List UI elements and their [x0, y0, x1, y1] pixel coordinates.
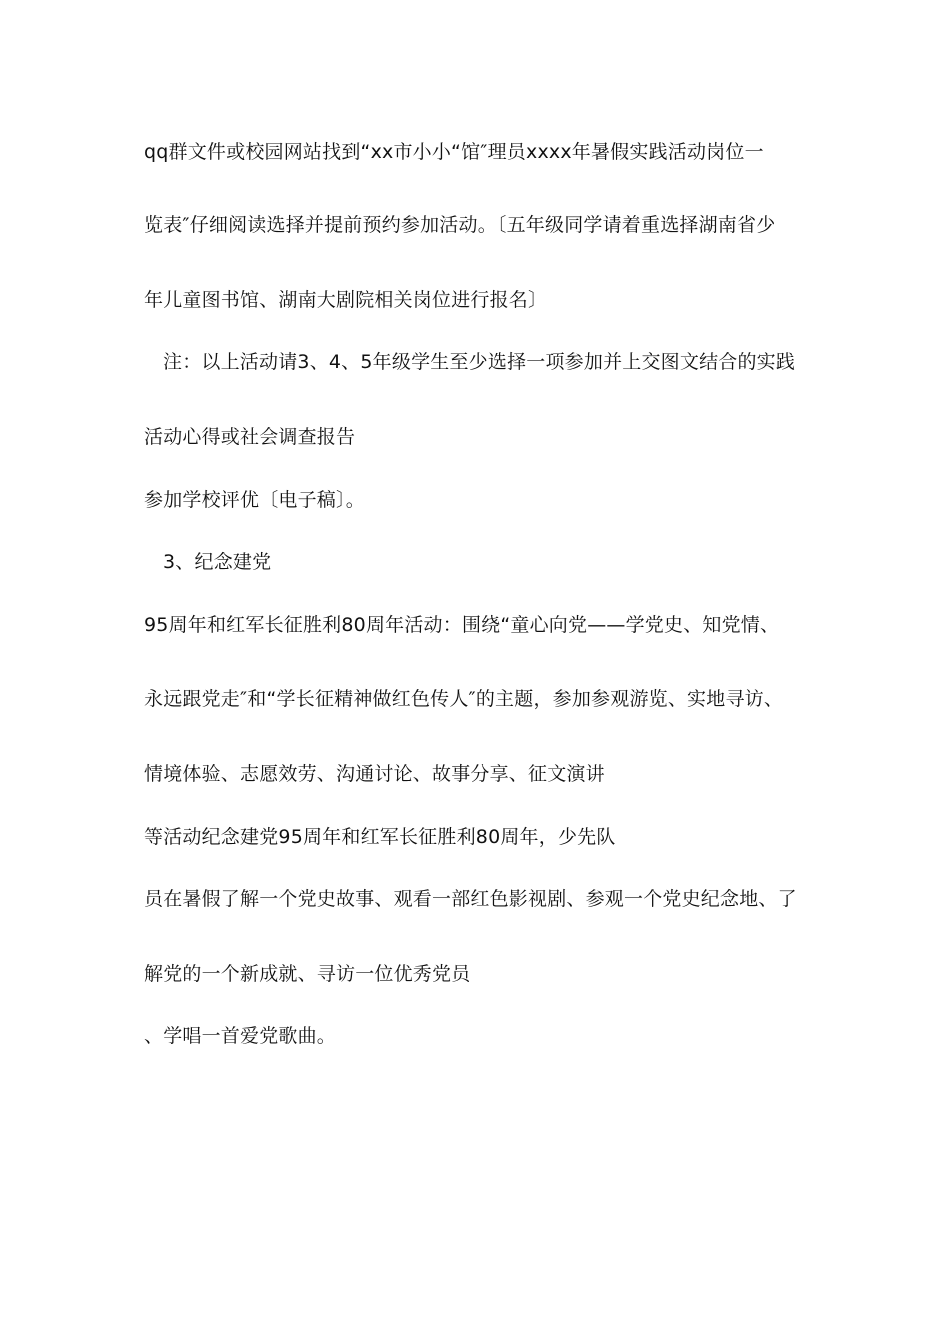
text-line-2: 览表″仔细阅读选择并提前预约参加活动。〔五年级同学请着重选择湖南省少	[144, 214, 776, 236]
text-line-11: 等活动纪念建党95周年和红军长征胜利80周年，少先队	[144, 826, 616, 848]
text-line-8: 95周年和红军长征胜利80周年活动：围绕“童心向党——学党史、知党情、	[144, 614, 780, 636]
text-line-14: 、学唱一首爱党歌曲。	[144, 1025, 337, 1047]
text-line-10: 情境体验、志愿效劳、沟通讨论、故事分享、征文演讲	[144, 763, 605, 785]
text-line-5: 活动心得或社会调查报告	[144, 426, 356, 448]
text-line-1: qq群文件或校园网站找到“xx市小小“馆″理员xxxx年暑假实践活动岗位一	[144, 141, 764, 163]
text-line-6: 参加学校评优〔电子稿〕。	[144, 489, 365, 511]
text-line-12: 员在暑假了解一个党史故事、观看一部红色影视剧、参观一个党史纪念地、了	[144, 888, 797, 910]
section-heading: 3、纪念建党	[163, 551, 272, 573]
text-line-4: 注：以上活动请3、4、5年级学生至少选择一项参加并上交图文结合的实践	[163, 351, 796, 373]
text-line-3: 年儿童图书馆、湖南大剧院相关岗位进行报名〕	[144, 289, 548, 311]
text-line-9: 永远跟党走″和“学长征精神做红色传人″的主题，参加参观游览、实地寻访、	[144, 688, 784, 710]
text-line-13: 解党的一个新成就、寻访一位优秀党员	[144, 963, 471, 985]
